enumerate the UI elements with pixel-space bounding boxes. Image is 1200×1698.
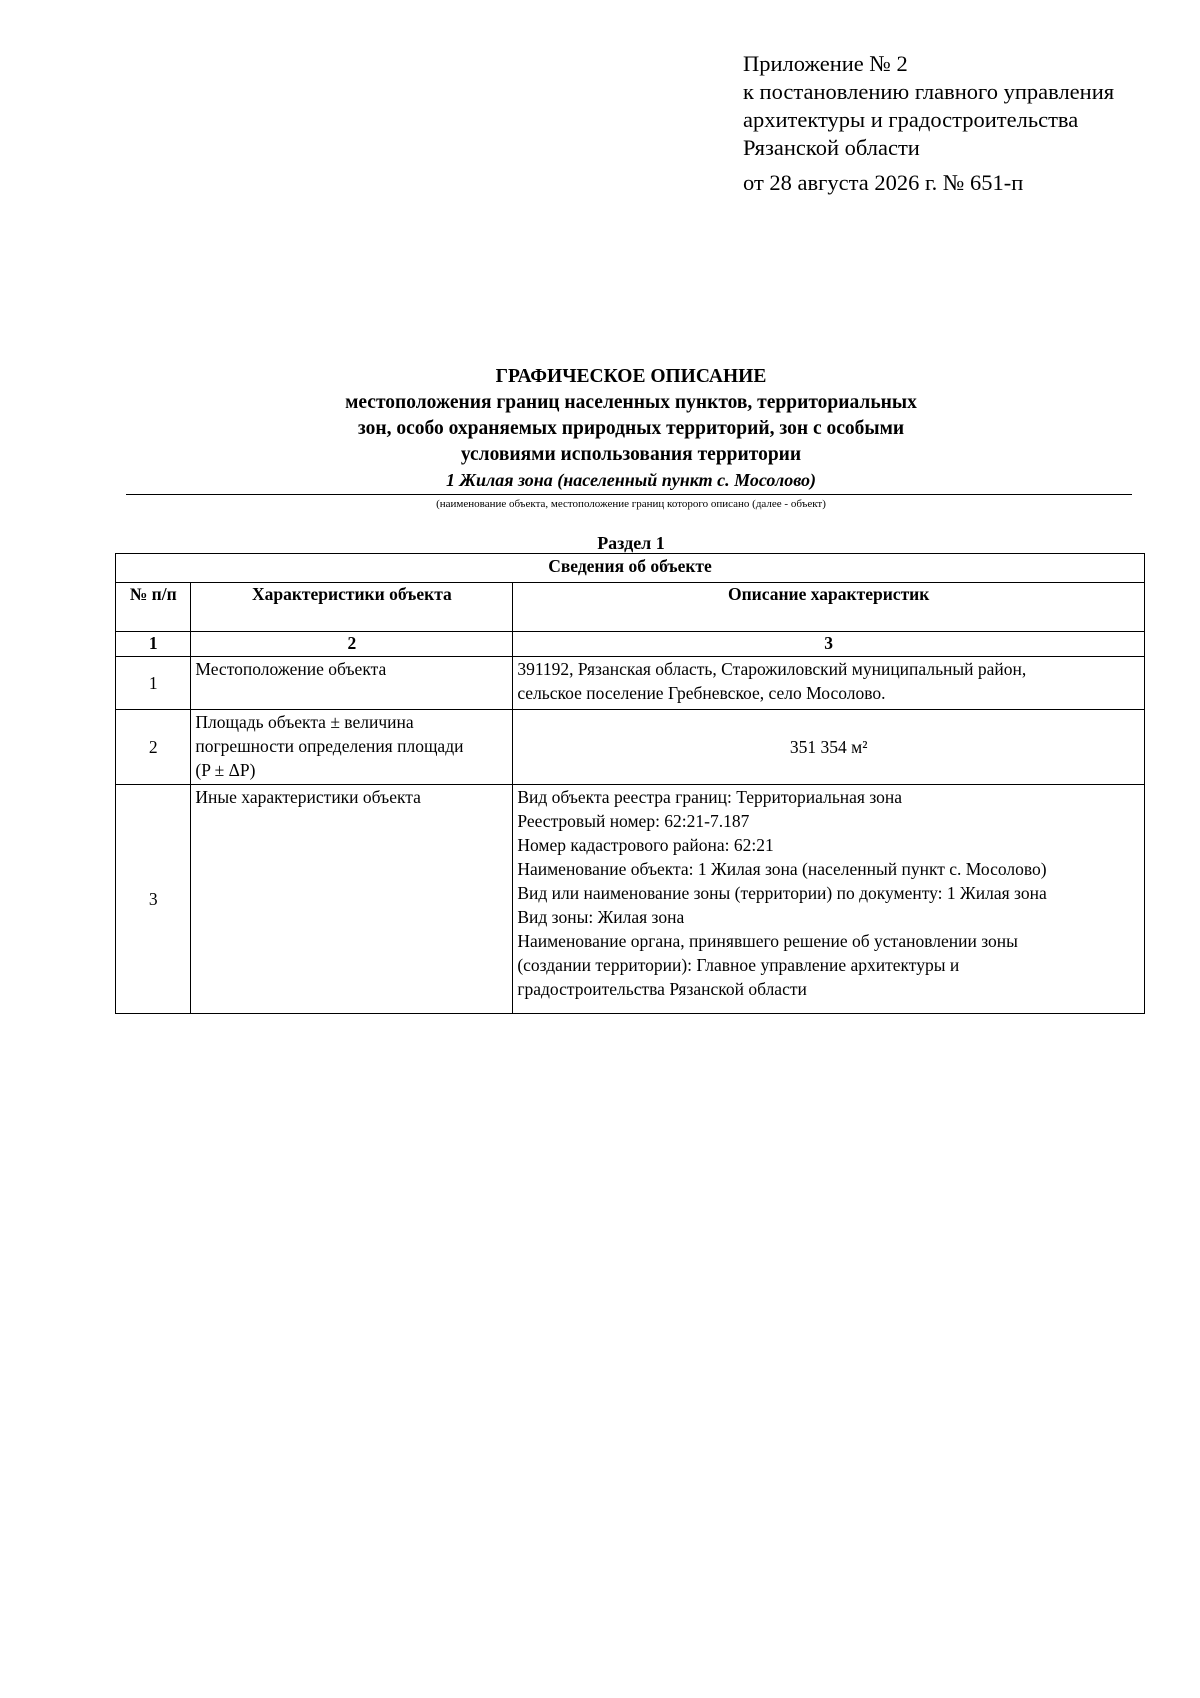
row-characteristic: Местоположение объекта [191, 657, 513, 710]
characteristic-line: погрешности определения площади [195, 736, 464, 756]
section-title: Раздел 1 [597, 533, 665, 553]
table-row [116, 785, 1145, 1014]
column-number-row [116, 632, 1145, 657]
description-line: Вид или наименование зоны (территории) по документу: 1 Жилая зона [517, 883, 1047, 903]
description-line: 391192, Рязанская область, Старожиловский муниципальный район, [517, 659, 1027, 679]
header-characteristic: Характеристики объекта [191, 583, 513, 632]
appendix-date-number: от 28 августа 2026 г. № 651-п [743, 170, 1024, 195]
header-num: № п/п [116, 583, 191, 632]
row-description [513, 785, 1145, 1014]
title-sub-line-2: зон, особо охраняемых природных территорий, зон с особыми [357, 418, 905, 439]
description-line: Реестровый номер: 62:21-7.187 [517, 811, 750, 831]
description-line: градостроительства Рязанской области [517, 979, 807, 999]
characteristic-line: (P ± ΔP) [195, 760, 256, 780]
table-row [116, 657, 1145, 710]
column-number: 1 [116, 632, 191, 657]
row-characteristic [191, 710, 513, 785]
description-line: Номер кадастрового района: 62:21 [517, 835, 774, 855]
row-number: 2 [116, 710, 191, 785]
appendix-header [743, 50, 1163, 197]
description-line: Наименование органа, принявшего решение об установлении зоны [517, 931, 1018, 951]
column-number: 2 [191, 632, 513, 657]
title-main: ГРАФИЧЕСКОЕ ОПИСАНИЕ [495, 366, 767, 387]
table-row [116, 710, 1145, 785]
table-caption: Сведения об объекте [116, 554, 1145, 583]
row-description: 351 354 м² [513, 710, 1145, 785]
title-underline [126, 494, 1132, 495]
table-caption-row [116, 554, 1145, 583]
row-number: 3 [116, 785, 191, 1014]
object-name-caption: (наименование объекта, местоположение границ которого описано (далее - объект) [436, 498, 826, 510]
object-info-table [115, 553, 1145, 1014]
appendix-number: Приложение № 2 [743, 51, 908, 76]
column-number: 3 [513, 632, 1145, 657]
table-header-row [116, 583, 1145, 632]
description-line: сельское поселение Гребневское, село Мосолово. [517, 683, 886, 703]
object-name: 1 Жилая зона (населенный пункт с. Мосолово) [445, 470, 817, 490]
description-line: Вид зоны: Жилая зона [517, 907, 685, 927]
characteristic-line: Площадь объекта ± величина [195, 712, 414, 732]
appendix-line-3: архитектуры и градостроительства [743, 107, 1079, 132]
document-title [116, 364, 1146, 492]
appendix-line-2: к постановлению главного управления [743, 79, 1115, 104]
title-sub-line-1: местоположения границ населенных пунктов, территориальных [345, 392, 917, 413]
description-line: Вид объекта реестра границ: Территориальная зона [517, 787, 903, 807]
row-number: 1 [116, 657, 191, 710]
header-description: Описание характеристик [513, 583, 1145, 632]
appendix-line-4: Рязанской области [743, 135, 920, 160]
row-characteristic: Иные характеристики объекта [191, 785, 513, 1014]
row-description [513, 657, 1145, 710]
description-line: Наименование объекта: 1 Жилая зона (населенный пункт с. Мосолово) [517, 859, 1047, 879]
description-line: (создании территории): Главное управление архитектуры и [517, 955, 960, 975]
title-sub-line-3: условиями использования территории [460, 444, 802, 465]
